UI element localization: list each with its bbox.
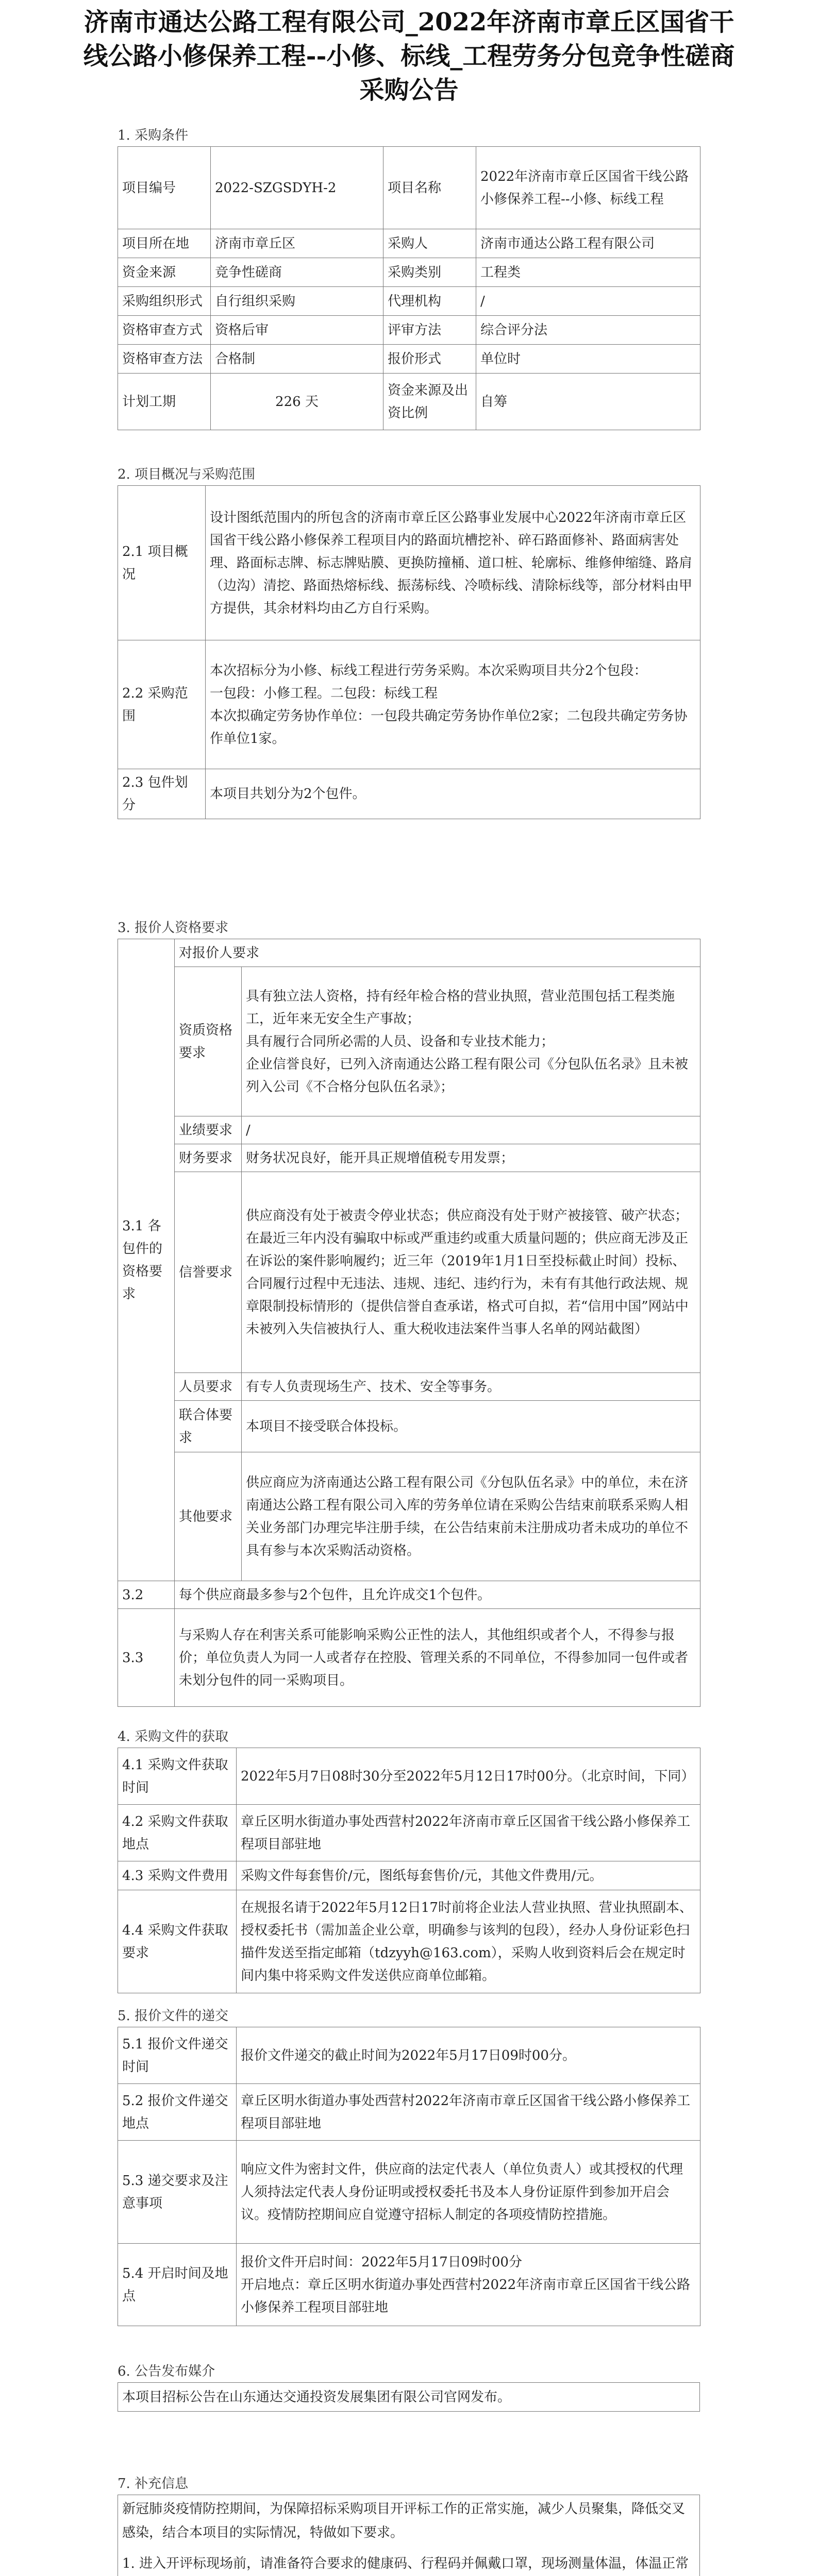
table-cell: 3.2 (118, 1581, 175, 1609)
table-cell: 采购人 (383, 229, 476, 258)
table-cell: 响应文件为密封文件，供应商的法定代表人（单位负责人）或其授权的代理人须持法定代表人身份证明或授权委托书及本人身份证原件到参加开启会议。疫情防控期间应自觉遵守招标人制定的各项疫情防控措施。 (237, 2141, 700, 2244)
table-cell: 济南市通达公路工程有限公司 (476, 229, 700, 258)
table-cell: 资金来源及出资比例 (383, 374, 476, 430)
table-cell: 工程类 (476, 258, 700, 287)
text-line: 企业信誉良好，已列入济南通达公路工程有限公司《分包队伍名录》且未被列入公司《不合格分包队伍名录》； (246, 1056, 689, 1095)
table-cell: 3.3 (118, 1609, 175, 1707)
section-3-heading: 3. 报价人资格要求 (118, 920, 229, 936)
section-2-heading: 2. 项目概况与采购范围 (118, 467, 256, 482)
table-row (118, 1609, 700, 1707)
table-row (118, 374, 700, 430)
table-row (118, 287, 700, 316)
table-row (118, 345, 700, 374)
document-acquisition-table (118, 1748, 700, 1993)
section-5-heading: 5. 报价文件的递交 (118, 2008, 229, 2024)
table-cell: 226 天 (211, 374, 383, 430)
table-cell: 5.2 报价文件递交地点 (118, 2084, 237, 2141)
table-row (118, 1373, 700, 1401)
submission-table (118, 2027, 700, 2326)
text-line: 1. 进入开评标现场前，请准备符合要求的健康码、行程码并佩戴口罩，现场测量体温，体温正常 (122, 2556, 689, 2571)
section-4-heading: 4. 采购文件的获取 (118, 1729, 229, 1744)
table-row (118, 640, 700, 769)
table-row (118, 939, 700, 967)
procurement-conditions-table (118, 146, 700, 430)
table-row (118, 258, 700, 287)
table-row (118, 486, 700, 640)
table-cell: 本项目不接受联合体投标。 (242, 1401, 700, 1452)
table-cell: 与采购人存在利害关系可能影响采购公正性的法人，其他组织或者个人，不得参与报价；单位负责人为同一人或者存在控股、管理关系的不同单位，不得参加同一包件或者未划分包件的同一采购项目。 (175, 1609, 700, 1707)
media-table (118, 2382, 700, 2412)
table-cell: 章丘区明水街道办事处西营村2022年济南市章丘区国省干线公路小修保养工程项目部驻地 (237, 2084, 700, 2141)
table-cell: 4.4 采购文件获取要求 (118, 1890, 237, 1993)
table-row (118, 2244, 700, 2326)
table-row (118, 2027, 700, 2084)
table-cell: / (242, 1116, 700, 1144)
table-cell: 项目编号 (118, 147, 211, 229)
table-cell: 单位时 (476, 345, 700, 374)
table-cell: 合格制 (211, 345, 383, 374)
table-cell: 供应商应为济南通达公路工程有限公司《分包队伍名录》中的单位，未在济南通达公路工程有限公司入库的劳务单位请在采购公告结束前联系采购人相关业务部门办理完毕注册手续，在公告结束前未注册成功者未成功的单位不具有参与本次采购活动资格。 (242, 1452, 700, 1581)
table-cell: 评审方法 (383, 316, 476, 345)
table-cell: 2.1 项目概况 (118, 486, 206, 640)
supplementary-table (118, 2495, 700, 2576)
text-line: 本次招标分为小修、标线工程进行劳务采购。本次采购项目共分2个包段： (210, 663, 647, 679)
table-cell (118, 2495, 700, 2576)
table-row (118, 2084, 700, 2141)
table-cell: 设计图纸范围内的所包含的济南市章丘区公路事业发展中心2022年济南市章丘区国省干线公路小修保养工程项目内的路面坑槽挖补、碎石路面修补、路面病害处理、路面标志牌、标志牌贴膜、更换防撞桶、道口桩、轮廓标、维修伸缩缝、路肩（边沟）清挖、路面热熔标线、振荡标线、冷喷标线、清除标线等，部分材料由甲方提供，其余材料均由乙方自行采购。 (206, 486, 700, 640)
table-row (118, 1890, 700, 1993)
table-cell: 资金来源 (118, 258, 211, 287)
table-cell: 资格审查方法 (118, 345, 211, 374)
table-cell: 5.4 开启时间及地点 (118, 2244, 237, 2326)
table-row (118, 1452, 700, 1581)
table-cell: 财务状况良好，能开具正规增值税专用发票； (242, 1144, 700, 1172)
table-cell: 自行组织采购 (211, 287, 383, 316)
table-cell: 2022-SZGSDYH-2 (211, 147, 383, 229)
table-cell: 采购组织形式 (118, 287, 211, 316)
table-cell: 5.3 递交要求及注意事项 (118, 2141, 237, 2244)
table-cell: 资质资格要求 (175, 967, 242, 1116)
section-6-heading: 6. 公告发布媒介 (118, 2364, 215, 2379)
table-cell: 2022年5月7日08时30分至2022年5月12日17时00分。（北京时间，下同） (237, 1748, 700, 1805)
table-cell: 4.2 采购文件获取地点 (118, 1805, 237, 1861)
table-cell: 供应商没有处于被责令停业状态；供应商没有处于财产被接管、破产状态；在最近三年内没有骗取中标或严重违约或重大质量问题的；供应商无涉及正在诉讼的案件影响履约；近三年（2019年1月1日至投标截止时间）投标、合同履行过程中无违法、违规、违纪、违约行为，未有有其他行政法规、规章限制投标情形的（提供信誉自查承诺，格式可自拟，若“信用中国”网站中未被列入失信被执行人、重大税收违法案件当事人名单的网站截图） (242, 1172, 700, 1373)
table-row (118, 2495, 700, 2576)
table-cell: 自筹 (476, 374, 700, 430)
table-cell: 财务要求 (175, 1144, 242, 1172)
table-row (118, 1116, 700, 1144)
table-cell: 人员要求 (175, 1373, 242, 1401)
text-line: 具有履行合同所必需的人员、设备和专业技术能力； (246, 1033, 555, 1049)
table-row (118, 1805, 700, 1861)
table-cell: 报价文件递交的截止时间为2022年5月17日09时00分。 (237, 2027, 700, 2084)
table-row (118, 1581, 700, 1609)
table-cell: 资格后审 (211, 316, 383, 345)
table-cell: 业绩要求 (175, 1116, 242, 1144)
table-cell: 报价文件开启时间：2022年5月17日09时00分 开启地点：章丘区明水街道办事处西营村2022年济南市章丘区国省干线公路小修保养工程项目部驻地 (237, 2244, 700, 2326)
table-cell: 每个供应商最多参与2个包件，且允许成交1个包件。 (175, 1581, 700, 1609)
table-cell: 报价形式 (383, 345, 476, 374)
qualification-table (118, 939, 700, 1707)
table-cell: 有专人负责现场生产、技术、安全等事务。 (242, 1373, 700, 1401)
table-cell: 在规报名请于2022年5月12日17时前将企业法人营业执照、营业执照副本、授权委托书（需加盖企业公章，明确参与该判的包段），经办人身份证彩色扫描件发送至指定邮箱（tdzyyh@163.com），采购人收到资料后会在规定时间内集中将采购文件发送供应商单位邮箱。 (237, 1890, 700, 1993)
project-overview-table (118, 485, 700, 819)
table-row (118, 1748, 700, 1805)
table-row (118, 2141, 700, 2244)
table-cell: 项目名称 (383, 147, 476, 229)
page-title: 济南市通达公路工程有限公司_2022年济南市章丘区国省干线公路小修保养工程--小修、标线_工程劳务分包竞争性磋商采购公告 (83, 8, 735, 105)
table-cell: 采购类别 (383, 258, 476, 287)
table-cell: 2022年济南市章丘区国省干线公路小修保养工程--小修、标线工程 (476, 147, 700, 229)
table-row (118, 316, 700, 345)
table-row (118, 1401, 700, 1452)
table-cell: 计划工期 (118, 374, 211, 430)
section-1-heading: 1. 采购条件 (118, 128, 189, 143)
table-cell: 2.3 包件划分 (118, 769, 206, 819)
table-cell: 5.1 报价文件递交时间 (118, 2027, 237, 2084)
table-row (118, 1861, 700, 1890)
table-row (118, 229, 700, 258)
table-row (118, 769, 700, 819)
table-row (118, 967, 700, 1116)
table-cell: 信誉要求 (175, 1172, 242, 1373)
table-cell: 章丘区明水街道办事处西营村2022年济南市章丘区国省干线公路小修保养工程项目部驻地 (237, 1805, 700, 1861)
table-cell: 采购文件每套售价/元，图纸每套售价/元，其他文件费用/元。 (237, 1861, 700, 1890)
section-7-heading: 7. 补充信息 (118, 2476, 189, 2492)
table-cell: / (476, 287, 700, 316)
table-cell: 4.3 采购文件费用 (118, 1861, 237, 1890)
table-cell: 综合评分法 (476, 316, 700, 345)
table-cell: 联合体要求 (175, 1401, 242, 1452)
table-cell: 资格审查方式 (118, 316, 211, 345)
table-cell: 3.1 各包件的资格要求 (118, 939, 175, 1581)
table-cell (206, 640, 700, 769)
text-line: 一包段：小修工程。二包段：标线工程 (210, 685, 438, 701)
text-line: 具有独立法人资格，持有经年检合格的营业执照，营业范围包括工程类施工，近年来无安全生产事故； (246, 988, 675, 1027)
table-cell: 竞争性磋商 (211, 258, 383, 287)
table-cell: 其他要求 (175, 1452, 242, 1581)
table-row (118, 1172, 700, 1373)
text-line: 新冠肺炎疫情防控期间，为保障招标采购项目开评标工作的正常实施，减少人员聚集，降低交叉感染，结合本项目的实际情况，特做如下要求。 (122, 2501, 686, 2540)
table-cell: 济南市章丘区 (211, 229, 383, 258)
table-cell: 对报价人要求 (175, 939, 700, 967)
table-cell: 项目所在地 (118, 229, 211, 258)
table-cell: 本项目共划分为2个包件。 (206, 769, 700, 819)
table-row (118, 147, 700, 229)
table-row (118, 1144, 700, 1172)
table-row (118, 2383, 700, 2412)
table-cell (242, 967, 700, 1116)
table-cell: 4.1 采购文件获取时间 (118, 1748, 237, 1805)
table-cell: 2.2 采购范围 (118, 640, 206, 769)
text-line: 本次拟确定劳务协作单位：一包段共确定劳务协作单位2家；二包段共确定劳务协作单位1家。 (210, 708, 688, 747)
table-cell: 代理机构 (383, 287, 476, 316)
table-cell: 本项目招标公告在山东通达交通投资发展集团有限公司官网发布。 (118, 2383, 700, 2412)
